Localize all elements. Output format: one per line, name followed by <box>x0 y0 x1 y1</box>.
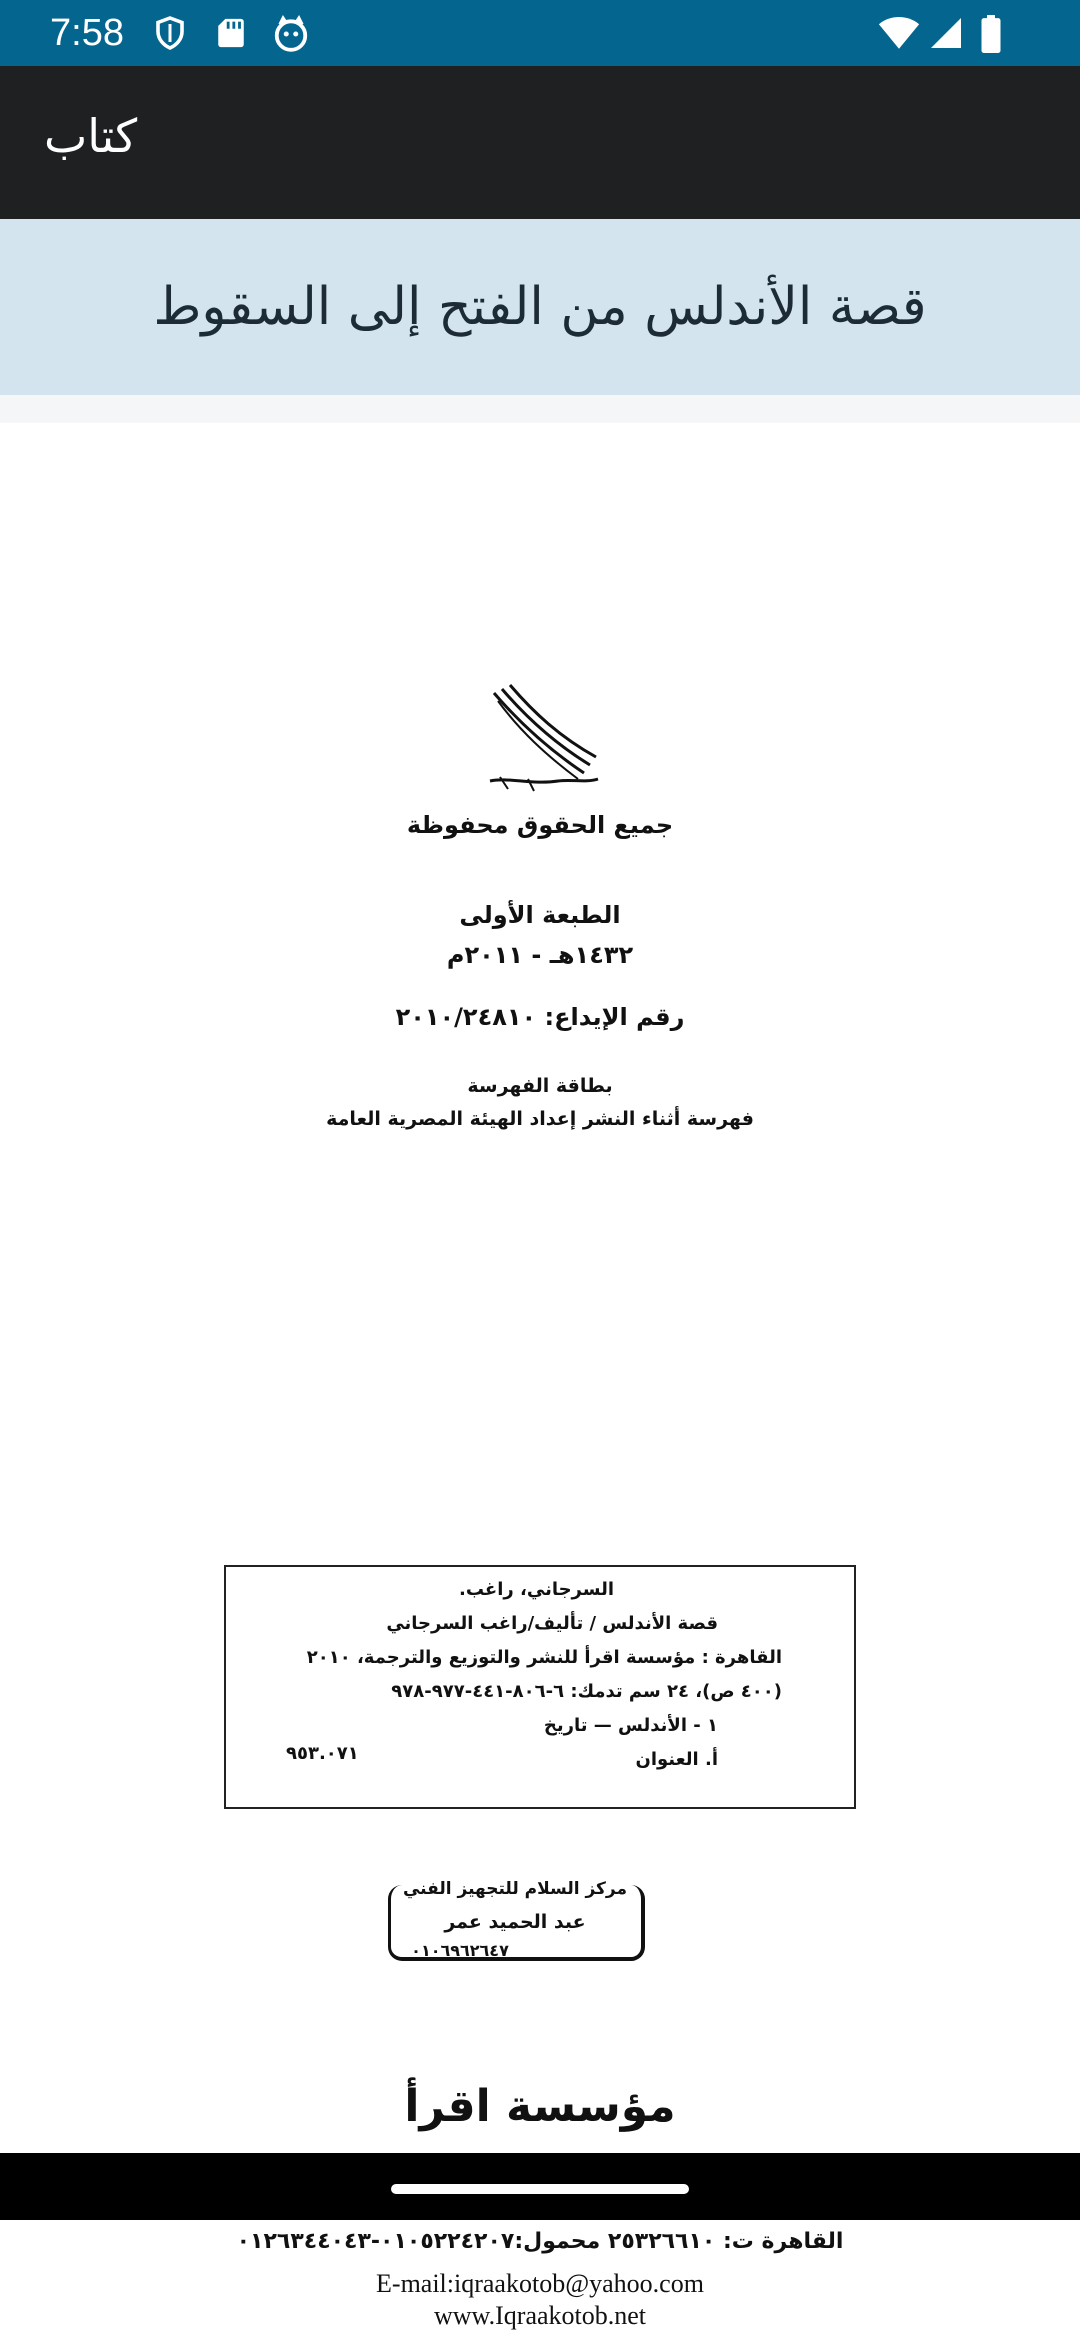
wifi-icon <box>878 15 920 51</box>
book-title: قصة الأندلس من الفتح إلى السقوط <box>153 277 927 337</box>
catalog-line: (٤٠٠ ص)، ٢٤ سم تدمك: ٦-٨٠٦-٤٤١-٩٧٧-٩٧٨ <box>391 1681 782 1702</box>
home-gesture-handle[interactable] <box>391 2184 689 2194</box>
book-title-banner <box>0 219 1080 395</box>
battery-icon <box>980 15 1002 53</box>
catalog-number: ٩٥٣.٠٧١ <box>286 1743 359 1764</box>
edition-text: الطبعة الأولى <box>459 901 621 929</box>
rights-reserved-text: جميع الحقوق محفوظة <box>406 811 674 839</box>
publisher-email: E-mail:iqraakotob@yahoo.com <box>376 2269 704 2298</box>
publisher-website: www.Iqraakotob.net <box>433 2301 647 2330</box>
stamp-line: مركز السلام للتجهيز الفني <box>402 1879 628 1899</box>
signal-icon <box>928 15 964 51</box>
catalog-subheading: فهرسة أثناء النشر إعداد الهيئة المصرية العامة <box>326 1108 754 1130</box>
book-page[interactable] <box>0 423 1080 2330</box>
bismillah-calligraphy-icon <box>488 681 604 793</box>
stamp-line: عبد الحميد عمر <box>444 1911 586 1933</box>
stamp-line: ٠١٠٦٩٦٢٦٤٧ <box>411 1941 509 1960</box>
page-divider <box>0 395 1080 423</box>
catalog-line: القاهرة : مؤسسة اقرأ للنشر والتوزيع والترجمة، ٢٠١٠ <box>306 1647 782 1668</box>
catalog-line: قصة الأندلس / تأليف/راغب السرجاني <box>386 1613 718 1634</box>
publisher-phones: القاهرة ت: ٢٥٣٢٦٦١٠ محمول:٠١٠٥٢٢٤٢٠٧-٠١٢٦٣٤٤٠٤٣ <box>236 2229 844 2254</box>
app-bar <box>0 66 1080 219</box>
publisher-name: مؤسسة اقرأ <box>404 2081 676 2132</box>
status-bar <box>0 0 1080 66</box>
deposit-number-text: رقم الإيداع: ٢٠١٠/٢٤٨١٠ <box>395 1003 685 1031</box>
cat-face-icon <box>272 15 310 53</box>
catalog-line: أ. العنوان <box>635 1749 718 1770</box>
sd-card-icon <box>214 15 248 51</box>
catalog-line: ١ - الأندلس — تاريخ <box>543 1715 718 1736</box>
catalog-card <box>224 1565 856 1809</box>
catalog-heading: بطاقة الفهرسة <box>467 1075 613 1097</box>
status-time: 7:58 <box>50 12 124 54</box>
catalog-line: السرجاني، راغب. <box>459 1579 614 1600</box>
shield-icon <box>152 15 188 51</box>
app-bar-title: كتاب <box>44 109 138 163</box>
edition-year-text: ١٤٣٢هـ - ٢٠١١م <box>446 941 634 969</box>
